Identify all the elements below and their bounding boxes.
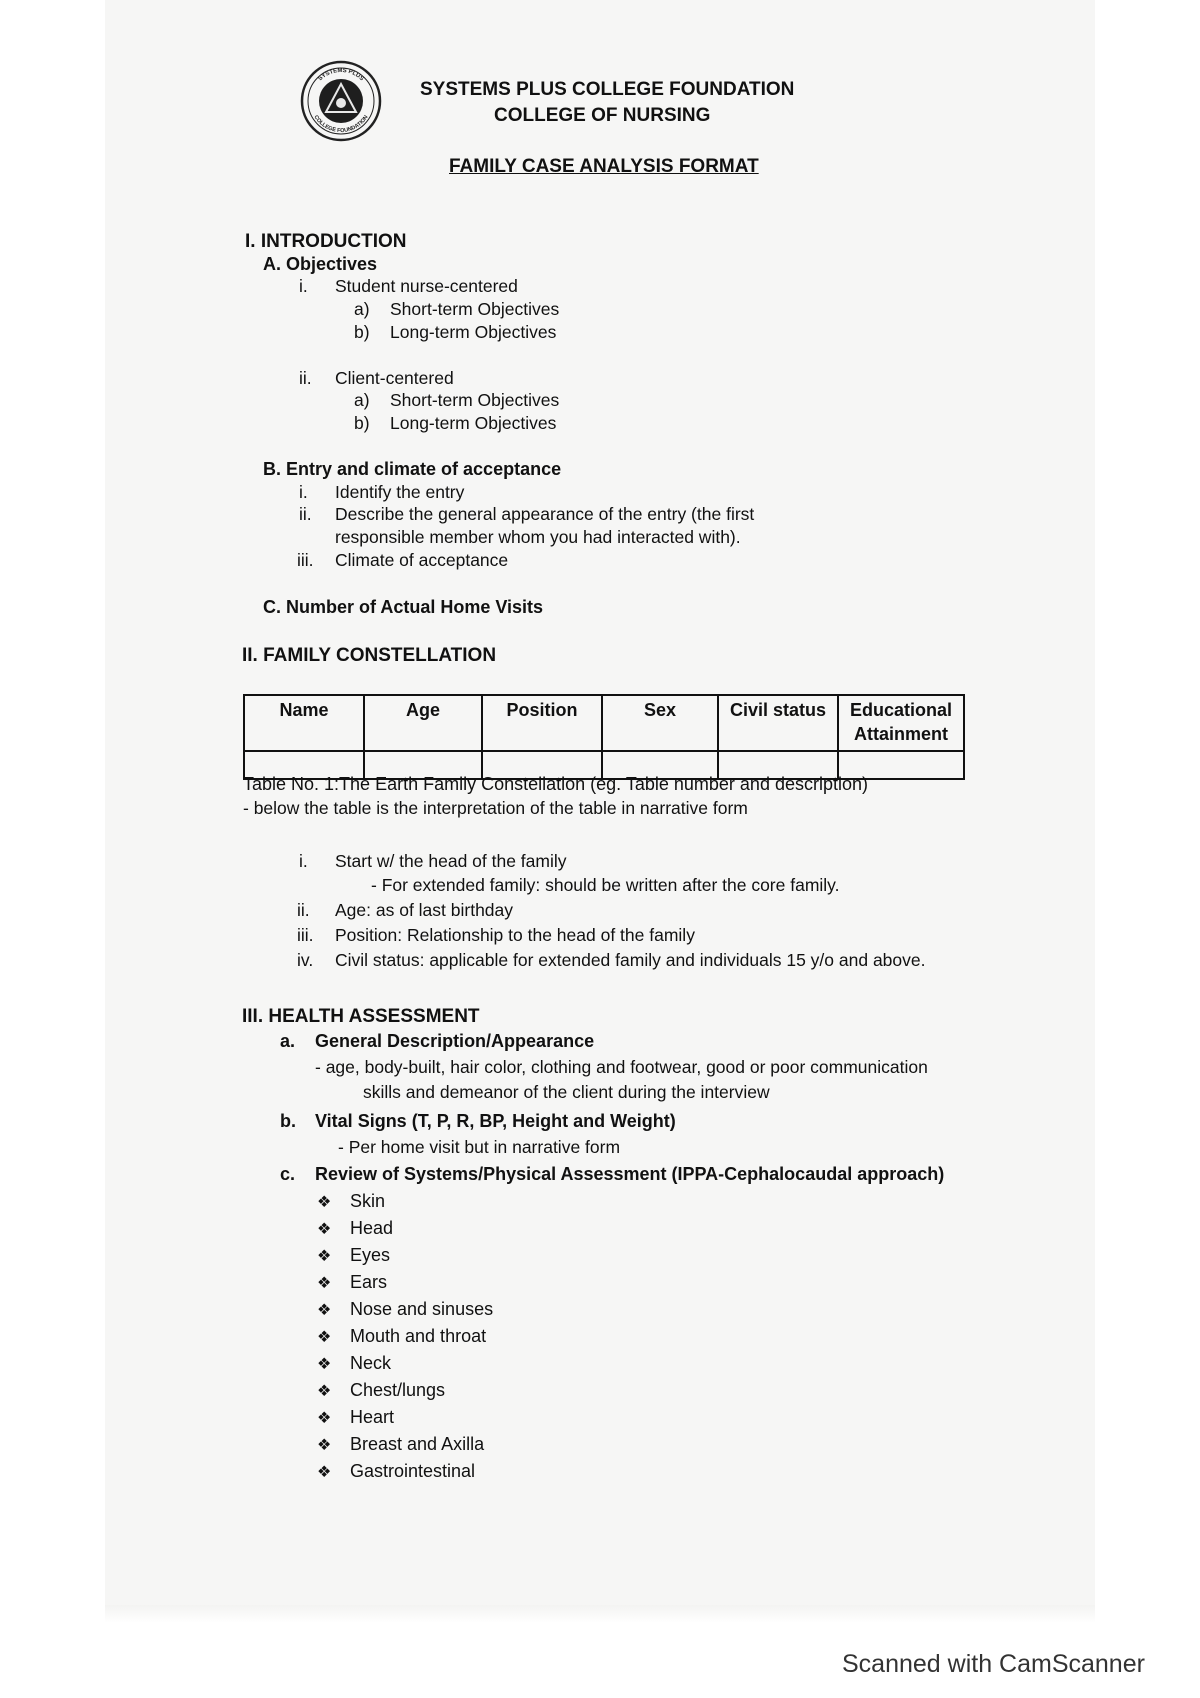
subheading-vital-signs: Vital Signs (T, P, R, BP, Height and Weight)	[315, 1111, 676, 1131]
diamond-bullet-icon: ❖	[317, 1437, 332, 1454]
list-number: ii.	[299, 368, 312, 388]
table-header: Name	[244, 695, 364, 751]
diamond-bullet-icon: ❖	[317, 1194, 332, 1211]
subheading-review-of-systems: Review of Systems/Physical Assessment (IPPA-Cephalocaudal approach)	[315, 1164, 945, 1184]
list-item: Start w/ the head of the family	[335, 851, 567, 871]
list-subitem: - For extended family: should be written after the core family.	[371, 875, 840, 895]
table-header: Sex	[602, 695, 718, 751]
list-item: Long-term Objectives	[390, 322, 557, 342]
list-item: Short-term Objectives	[390, 299, 560, 319]
list-number: i.	[299, 276, 308, 296]
section-heading-health-assessment: III. HEALTH ASSESSMENT	[242, 1006, 480, 1027]
subheading-home-visits: C. Number of Actual Home Visits	[263, 597, 544, 617]
list-number: iv.	[297, 950, 314, 970]
list-number: iii.	[297, 550, 314, 570]
camscanner-watermark: Scanned with CamScanner	[842, 1650, 1145, 1678]
system-list-item: Ears	[350, 1272, 388, 1292]
seal-text-top: SYSTEMS PLUS	[317, 67, 365, 83]
seal-text-bottom: COLLEGE FOUNDATION	[312, 114, 370, 135]
list-letter: c.	[280, 1164, 296, 1184]
list-letter: b.	[280, 1111, 296, 1131]
diamond-bullet-icon: ❖	[317, 1302, 332, 1319]
system-list-item: Heart	[350, 1407, 395, 1427]
system-list-item: Gastrointestinal	[350, 1461, 476, 1481]
list-letter: b)	[354, 322, 370, 342]
list-letter: a.	[280, 1031, 296, 1051]
college-seal-logo	[300, 60, 382, 142]
objective-client-centered: Client-centered	[335, 368, 454, 388]
list-number: iii.	[297, 925, 314, 945]
subheading-objectives: A. Objectives	[263, 254, 378, 274]
diamond-bullet-icon: ❖	[317, 1464, 332, 1481]
list-letter: b)	[354, 413, 370, 433]
diamond-bullet-icon: ❖	[317, 1356, 332, 1373]
list-letter: a)	[354, 299, 370, 319]
system-list-item: Chest/lungs	[350, 1380, 446, 1400]
diamond-bullet-icon: ❖	[317, 1275, 332, 1292]
list-number: i.	[299, 851, 308, 871]
family-constellation-table	[243, 694, 965, 780]
list-number: ii.	[299, 504, 312, 524]
table-header: Position	[482, 695, 602, 751]
diamond-bullet-icon: ❖	[317, 1221, 332, 1238]
list-item: Describe the general appearance of the entry (the first	[335, 504, 755, 524]
table-header: Civil status	[718, 695, 838, 751]
document-title: FAMILY CASE ANALYSIS FORMAT	[449, 156, 759, 177]
list-item: Civil status: applicable for extended family and individuals 15 y/o and above.	[335, 950, 926, 970]
system-list-item: Eyes	[350, 1245, 391, 1265]
subheading-general-description: General Description/Appearance	[315, 1031, 595, 1051]
system-list-item: Mouth and throat	[350, 1326, 487, 1346]
college-name: COLLEGE OF NURSING	[494, 105, 711, 126]
objective-student-nurse-centered: Student nurse-centered	[335, 276, 518, 296]
table-caption: Table No. 1:The Earth Family Constellation (eg. Table number and description)	[243, 774, 868, 794]
system-list-item: Breast and Axilla	[350, 1434, 485, 1454]
section-heading-family-constellation: II. FAMILY CONSTELLATION	[242, 645, 497, 666]
paragraph-line: - age, body-built, hair color, clothing and footwear, good or poor communication	[315, 1057, 928, 1077]
system-list-item: Skin	[350, 1191, 386, 1211]
paper-edge	[105, 1605, 1095, 1623]
list-letter: a)	[354, 390, 370, 410]
list-item: Age: as of last birthday	[335, 900, 514, 920]
system-list-item: Nose and sinuses	[350, 1299, 494, 1319]
subheading-entry: B. Entry and climate of acceptance	[263, 459, 562, 479]
paragraph-line: - Per home visit but in narrative form	[338, 1137, 621, 1157]
list-item: Short-term Objectives	[390, 390, 560, 410]
diamond-bullet-icon: ❖	[317, 1329, 332, 1346]
diamond-bullet-icon: ❖	[317, 1383, 332, 1400]
table-note: - below the table is the interpretation of the table in narrative form	[243, 798, 748, 818]
list-number: ii.	[297, 900, 310, 920]
section-heading-introduction: I. INTRODUCTION	[245, 231, 407, 252]
list-item-continuation: responsible member whom you had interacted with).	[335, 527, 741, 547]
system-list-item: Neck	[350, 1353, 392, 1373]
list-item: Climate of acceptance	[335, 550, 509, 570]
list-number: i.	[299, 482, 308, 502]
table-header: Educational Attainment	[838, 695, 964, 751]
paragraph-line: skills and demeanor of the client during the interview	[363, 1082, 770, 1102]
table-header-row	[244, 695, 964, 751]
school-name: SYSTEMS PLUS COLLEGE FOUNDATION	[420, 79, 795, 100]
diamond-bullet-icon: ❖	[317, 1410, 332, 1427]
table-header: Age	[364, 695, 482, 751]
system-list-item: Head	[350, 1218, 394, 1238]
list-item: Long-term Objectives	[390, 413, 557, 433]
list-item: Identify the entry	[335, 482, 465, 502]
diamond-bullet-icon: ❖	[317, 1248, 332, 1265]
list-item: Position: Relationship to the head of the family	[335, 925, 695, 945]
